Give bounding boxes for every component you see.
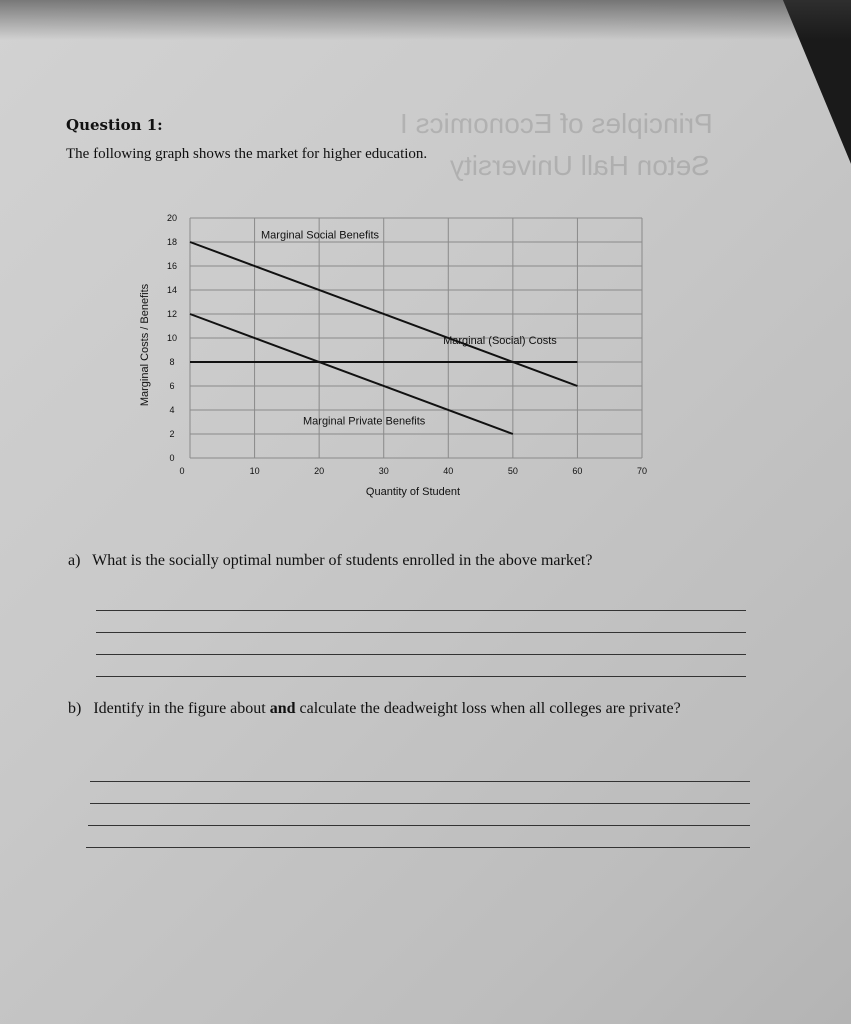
x-tick-label: 20: [314, 466, 325, 476]
part-b-text-1: Identify in the figure about: [93, 700, 266, 717]
part-b-text-bold: and: [269, 700, 296, 717]
answer-line-b4[interactable]: [86, 847, 750, 848]
bleed-through-text: Principles of Economics I: [400, 108, 713, 139]
part-b-label: b): [68, 700, 82, 717]
y-tick-label: 4: [169, 405, 175, 415]
top-shadow: [0, 0, 851, 40]
x-tick-label: 30: [378, 466, 389, 476]
question-title: Question 1:: [66, 116, 163, 134]
x-tick-label: 50: [507, 466, 518, 476]
y-tick-label: 18: [166, 237, 178, 247]
x-axis-label: Quantity of Student: [365, 486, 461, 498]
x-tick-label: 10: [249, 466, 260, 476]
y-tick-label: 12: [166, 309, 178, 319]
x-tick-labels: [179, 466, 647, 476]
series-label-3: Marginal Private Benefits: [303, 415, 426, 428]
answer-line-b2[interactable]: [90, 803, 750, 804]
part-b-question: [68, 698, 728, 719]
part-b-text-2: calculate the deadweight loss when all colleges are private?: [299, 700, 681, 717]
y-tick-label: 2: [169, 429, 175, 439]
y-tick-label: 6: [169, 381, 175, 391]
y-tick-labels: [167, 213, 177, 463]
answer-line-a4[interactable]: [96, 676, 746, 677]
y-tick-label: 20: [166, 213, 178, 223]
answer-line-b3[interactable]: [88, 825, 750, 826]
y-tick-label: 10: [166, 333, 178, 343]
series-label-2: Marginal (Social) Costs: [443, 335, 557, 347]
economics-chart: [130, 205, 670, 505]
part-a-text: What is the socially optimal number of students enrolled in the above market?: [92, 552, 593, 569]
y-tick-label: 14: [166, 285, 178, 295]
part-a-question: [68, 552, 592, 570]
answer-line-a2[interactable]: [96, 632, 746, 633]
bleed-through-text: Seton Hall University: [450, 150, 710, 181]
x-tick-label: 0: [179, 466, 185, 476]
answer-line-b1[interactable]: [90, 781, 750, 782]
part-a-label: a): [68, 552, 81, 569]
question-intro: The following graph shows the market for higher education.: [66, 146, 428, 162]
x-tick-label: 40: [443, 466, 454, 476]
y-tick-label: 16: [166, 261, 178, 271]
y-axis-label: Marginal Costs / Benefits: [139, 283, 151, 407]
answer-line-a1[interactable]: [96, 610, 746, 611]
x-tick-label: 70: [636, 466, 648, 476]
series-label-1: Marginal Social Benefits: [261, 229, 380, 242]
x-tick-label: 60: [572, 466, 583, 476]
answer-line-a3[interactable]: [96, 654, 746, 655]
y-tick-label: 8: [169, 357, 175, 367]
y-tick-label: 0: [169, 453, 175, 463]
